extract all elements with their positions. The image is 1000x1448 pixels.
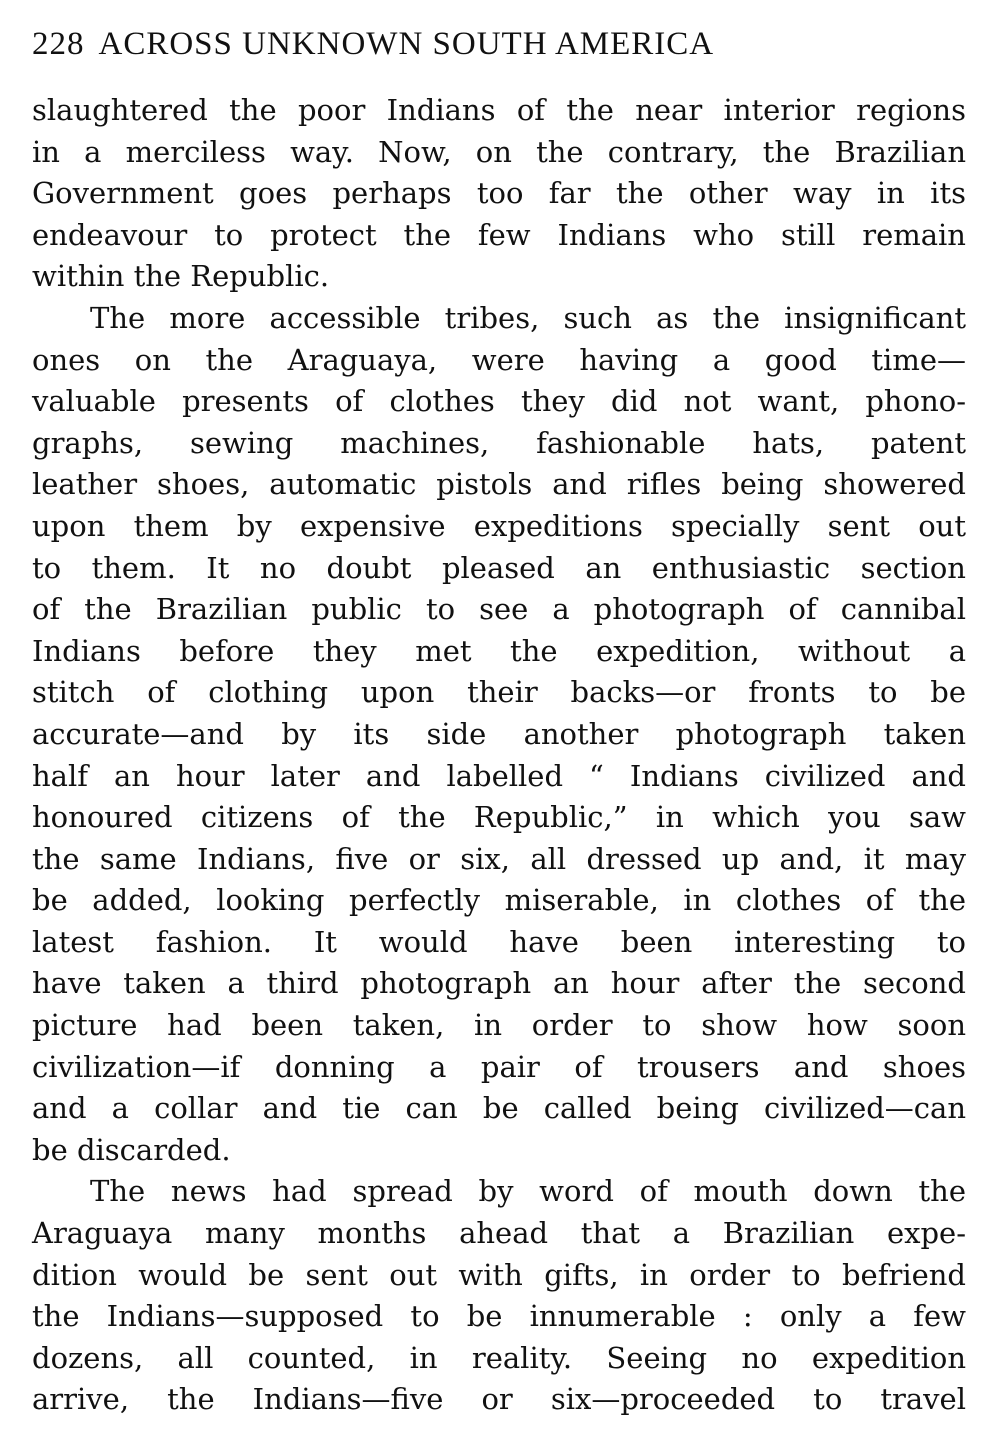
text-line: accurate—and by its side another photograph taken	[32, 716, 966, 751]
text-line: in a merciless way. Now, on the contrary, the Brazilian	[32, 134, 966, 169]
text-line: graphs, sewing machines, fashionable hats, patent	[32, 425, 966, 460]
text-line: the Indians—supposed to be innumerable : only a few	[32, 1299, 966, 1334]
text-line: of the Brazilian public to see a photograph of cannibal	[32, 592, 966, 627]
text-line: stitch of clothing upon their backs—or fronts to be	[32, 675, 966, 710]
text-line: the same Indians, five or six, all dressed up and, it may	[32, 841, 966, 876]
text-line: ones on the Araguaya, were having a good time—	[32, 342, 966, 377]
text-line: leather shoes, automatic pistols and rifles being showered	[32, 467, 966, 502]
book-page	[32, 22, 966, 1421]
paragraph-3	[32, 1171, 966, 1421]
text-line: latest fashion. It would have been interesting to	[32, 924, 966, 959]
text-line: civilization—if donning a pair of trousers and shoes	[32, 1049, 966, 1084]
text-line: upon them by expensive expeditions specially sent out	[32, 508, 966, 543]
running-title: ACROSS UNKNOWN SOUTH AMERICA	[98, 26, 715, 62]
text-line: be discarded.	[32, 1132, 231, 1167]
text-line: Indians before they met the expedition, without a	[32, 633, 966, 668]
text-line: valuable presents of clothes they did not want, phono-	[32, 384, 966, 419]
text-line: honoured citizens of the Republic,” in which you saw	[32, 800, 966, 835]
paragraph-2	[32, 298, 966, 1171]
text-line: and a collar and tie can be called being civilized—can	[32, 1091, 966, 1126]
text-line: Araguaya many months ahead that a Brazilian expe-	[32, 1216, 966, 1251]
text-line: dition would be sent out with gifts, in order to befriend	[32, 1257, 966, 1292]
text-line: arrive, the Indians—five or six—proceeded to travel	[32, 1382, 966, 1417]
text-line: Government goes perhaps too far the other way in its	[32, 176, 966, 211]
text-line: dozens, all counted, in reality. Seeing no expedition	[32, 1340, 966, 1375]
text-line: picture had been taken, in order to show how soon	[32, 1008, 966, 1043]
running-head	[32, 22, 966, 66]
text-line: to them. It no doubt pleased an enthusiastic section	[32, 550, 966, 585]
text-line: be added, looking perfectly miserable, in clothes of the	[32, 883, 966, 918]
page-number: 228	[32, 26, 85, 62]
text-line: The more accessible tribes, such as the insignificant	[90, 300, 966, 335]
paragraph-1	[32, 90, 966, 298]
text-line: within the Republic.	[32, 259, 330, 294]
text-line: have taken a third photograph an hour after the second	[32, 966, 966, 1001]
text-line: The news had spread by word of mouth down the	[90, 1174, 966, 1209]
text-line: slaughtered the poor Indians of the near interior regions	[32, 93, 966, 127]
text-line: endeavour to protect the few Indians who still remain	[32, 217, 966, 252]
text-line: half an hour later and labelled “ Indians civilized and	[32, 758, 966, 793]
